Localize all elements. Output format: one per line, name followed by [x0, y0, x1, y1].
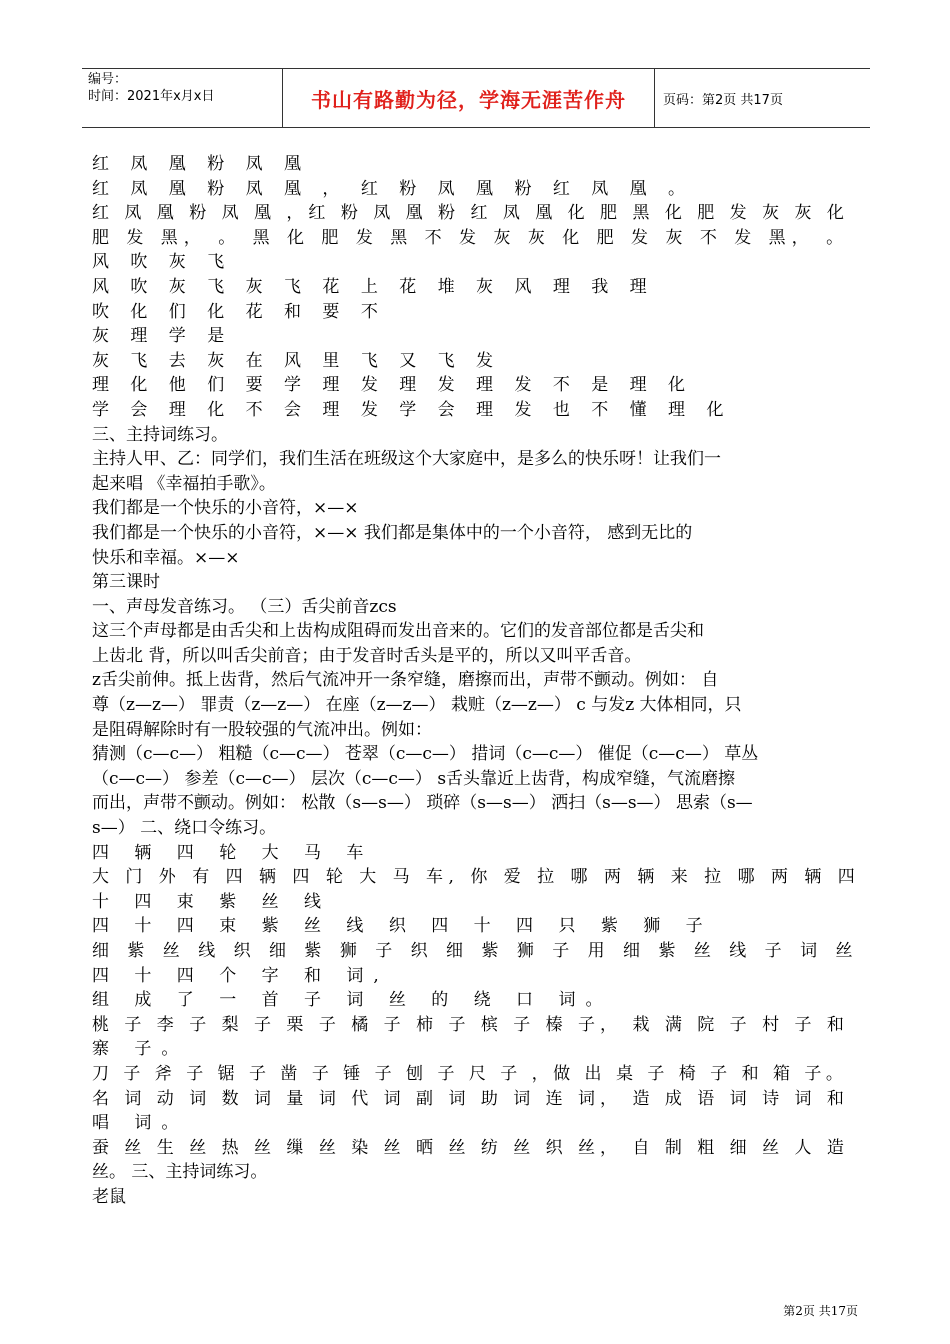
- text-line: 大 门 外 有 四 辆 四 轮 大 马 车, 你 爱 拉 哪 两 辆 来 拉 哪 两 辆 四: [92, 867, 861, 888]
- text-line: 名 词 动 词 数 词 量 词 代 词 副 词 助 词 连 词， 造 成 语 词 诗 词 和: [92, 1088, 849, 1109]
- text-line: s—） 二、绕口令练习。: [92, 818, 277, 839]
- text-line: 肥 发 黑， 。 黑 化 肥 发 黑 不 发 灰 灰 化 肥 发 灰 不 发 黑， 。: [92, 227, 850, 248]
- text-line: 灰 飞 去 灰 在 风 里 飞 又 飞 发: [92, 350, 502, 371]
- text-line: 蚕 丝 生 丝 热 丝 缫 丝 染 丝 晒 丝 纺 丝 织 丝， 自 制 粗 细 丝 人 造: [92, 1137, 849, 1158]
- text-line: 尊（z—z—） 罪责（z—z—） 在座（z—z—） 栽赃（z—z—） c 与发z 大体相同，只: [92, 695, 742, 716]
- text-line: 四 十 四 束 紫 丝 线 织 四 十 四 只 紫 狮 子: [92, 916, 713, 937]
- text-line: 刀 子 斧 子 锯 子 凿 子 锤 子 刨 子 尺 子 ，做 出 桌 子 椅 子 和 箱 子。: [92, 1063, 848, 1084]
- page-header: [82, 68, 870, 128]
- text-line: 细 紫 丝 线 织 细 紫 狮 子 织 细 紫 狮 子 用 细 紫 丝 线 子 词 丝: [92, 941, 859, 961]
- text-line: 十 四 束 紫 丝 线: [92, 891, 332, 912]
- document-body: [92, 152, 864, 1210]
- text-line: z舌尖前伸。抵上齿背，然后气流冲开一条窄缝，磨擦而出，声带不颤动。例如： 自: [92, 670, 719, 691]
- text-line: 老鼠: [92, 1186, 126, 1207]
- text-line: 四 辆 四 轮 大 马 车: [92, 842, 374, 863]
- text-line: 红 凤 凰 粉 凤 凰 ， 红 粉 凤 凰 粉 红 凤 凰 。: [92, 178, 694, 199]
- text-line: 而出，声带不颤动。例如： 松散（s—s—） 琐碎（s—s—） 洒扫（s—s—） 思索（s—: [92, 793, 753, 814]
- text-line: 红 凤 凰 粉 凤 凰: [92, 154, 310, 174]
- text-line: 我们都是一个快乐的小音符，×—× 我们都是集体中的一个小音符， 感到无比的: [92, 522, 693, 543]
- text-line: （c—c—） 参差（c—c—） 层次（c—c—） s舌头靠近上齿背，构成窄缝，气流磨擦: [92, 768, 736, 789]
- text-line: 组 成 了 一 首 子 词 丝 的 绕 口 词。: [92, 990, 613, 1011]
- text-line: 桃 子 李 子 梨 子 栗 子 橘 子 柿 子 槟 子 榛 子， 栽 满 院 子 村 子 和: [92, 1014, 849, 1035]
- text-line: 丝。 三、主持词练习。: [92, 1162, 268, 1183]
- header-page-number: 页码：第2页 共17页: [663, 92, 783, 108]
- text-line: 四 十 四 个 字 和 词,: [92, 965, 389, 986]
- text-line: 学 会 理 化 不 会 理 发 学 会 理 发 也 不 懂 理 化: [92, 399, 732, 420]
- section-heading: 三、主持词练习。: [92, 424, 228, 445]
- text-line: 这三个声母都是由舌尖和上齿构成阻碍而发出音来的。它们的发音部位都是舌尖和: [92, 621, 704, 642]
- text-line: 理 化 他 们 要 学 理 发 理 发 理 发 不 是 理 化: [92, 375, 694, 396]
- text-line: 风 吹 灰 飞: [92, 252, 233, 273]
- text-line: 快乐和幸福。×—×: [92, 547, 240, 568]
- text-line: 一、声母发音练习。 （三）舌尖前音zcs: [92, 596, 397, 617]
- text-line: 唱 词。: [92, 1113, 189, 1134]
- serial-number: 编号：: [88, 72, 128, 87]
- text-line: 吹 化 们 化 花 和 要 不: [92, 301, 386, 322]
- header-motto: 书山有路勤为径，学海无涯苦作舟: [282, 69, 655, 127]
- text-line: 起来唱 《幸福拍手歌》。: [92, 473, 276, 494]
- header-meta: [82, 69, 282, 127]
- text-line: 风 吹 灰 飞 灰 飞 花 上 花 堆 灰 风 理 我 理: [92, 276, 655, 297]
- text-line: 我们都是一个快乐的小音符，×—×: [92, 498, 359, 519]
- header-date: 时间：2021年x月x日: [88, 89, 215, 104]
- text-line: 是阻碍解除时有一股较强的气流冲出。例如：: [92, 719, 432, 740]
- text-line: 寨 子。: [92, 1039, 189, 1060]
- text-line: 灰 理 学 是: [92, 326, 233, 347]
- section-heading: 第三课时: [92, 572, 160, 593]
- page-footer: 第2页 共17页: [783, 1304, 858, 1318]
- text-line: 主持人甲、乙：同学们，我们生活在班级这个大家庭中，是多么的快乐呀！让我们一: [92, 449, 721, 470]
- text-line: 猜测（c—c—） 粗糙（c—c—） 苍翠（c—c—） 措词（c—c—） 催促（c—c—） 草丛: [92, 744, 759, 765]
- text-line: 上齿北 背，所以叫舌尖前音；由于发音时舌头是平的，所以又叫平舌音。: [92, 645, 642, 666]
- text-line: 红 凤 凰 粉 凤 凰 ，红 粉 凤 凰 粉 红 凤 凰 化 肥 黑 化 肥 发 灰 灰 化: [92, 203, 849, 224]
